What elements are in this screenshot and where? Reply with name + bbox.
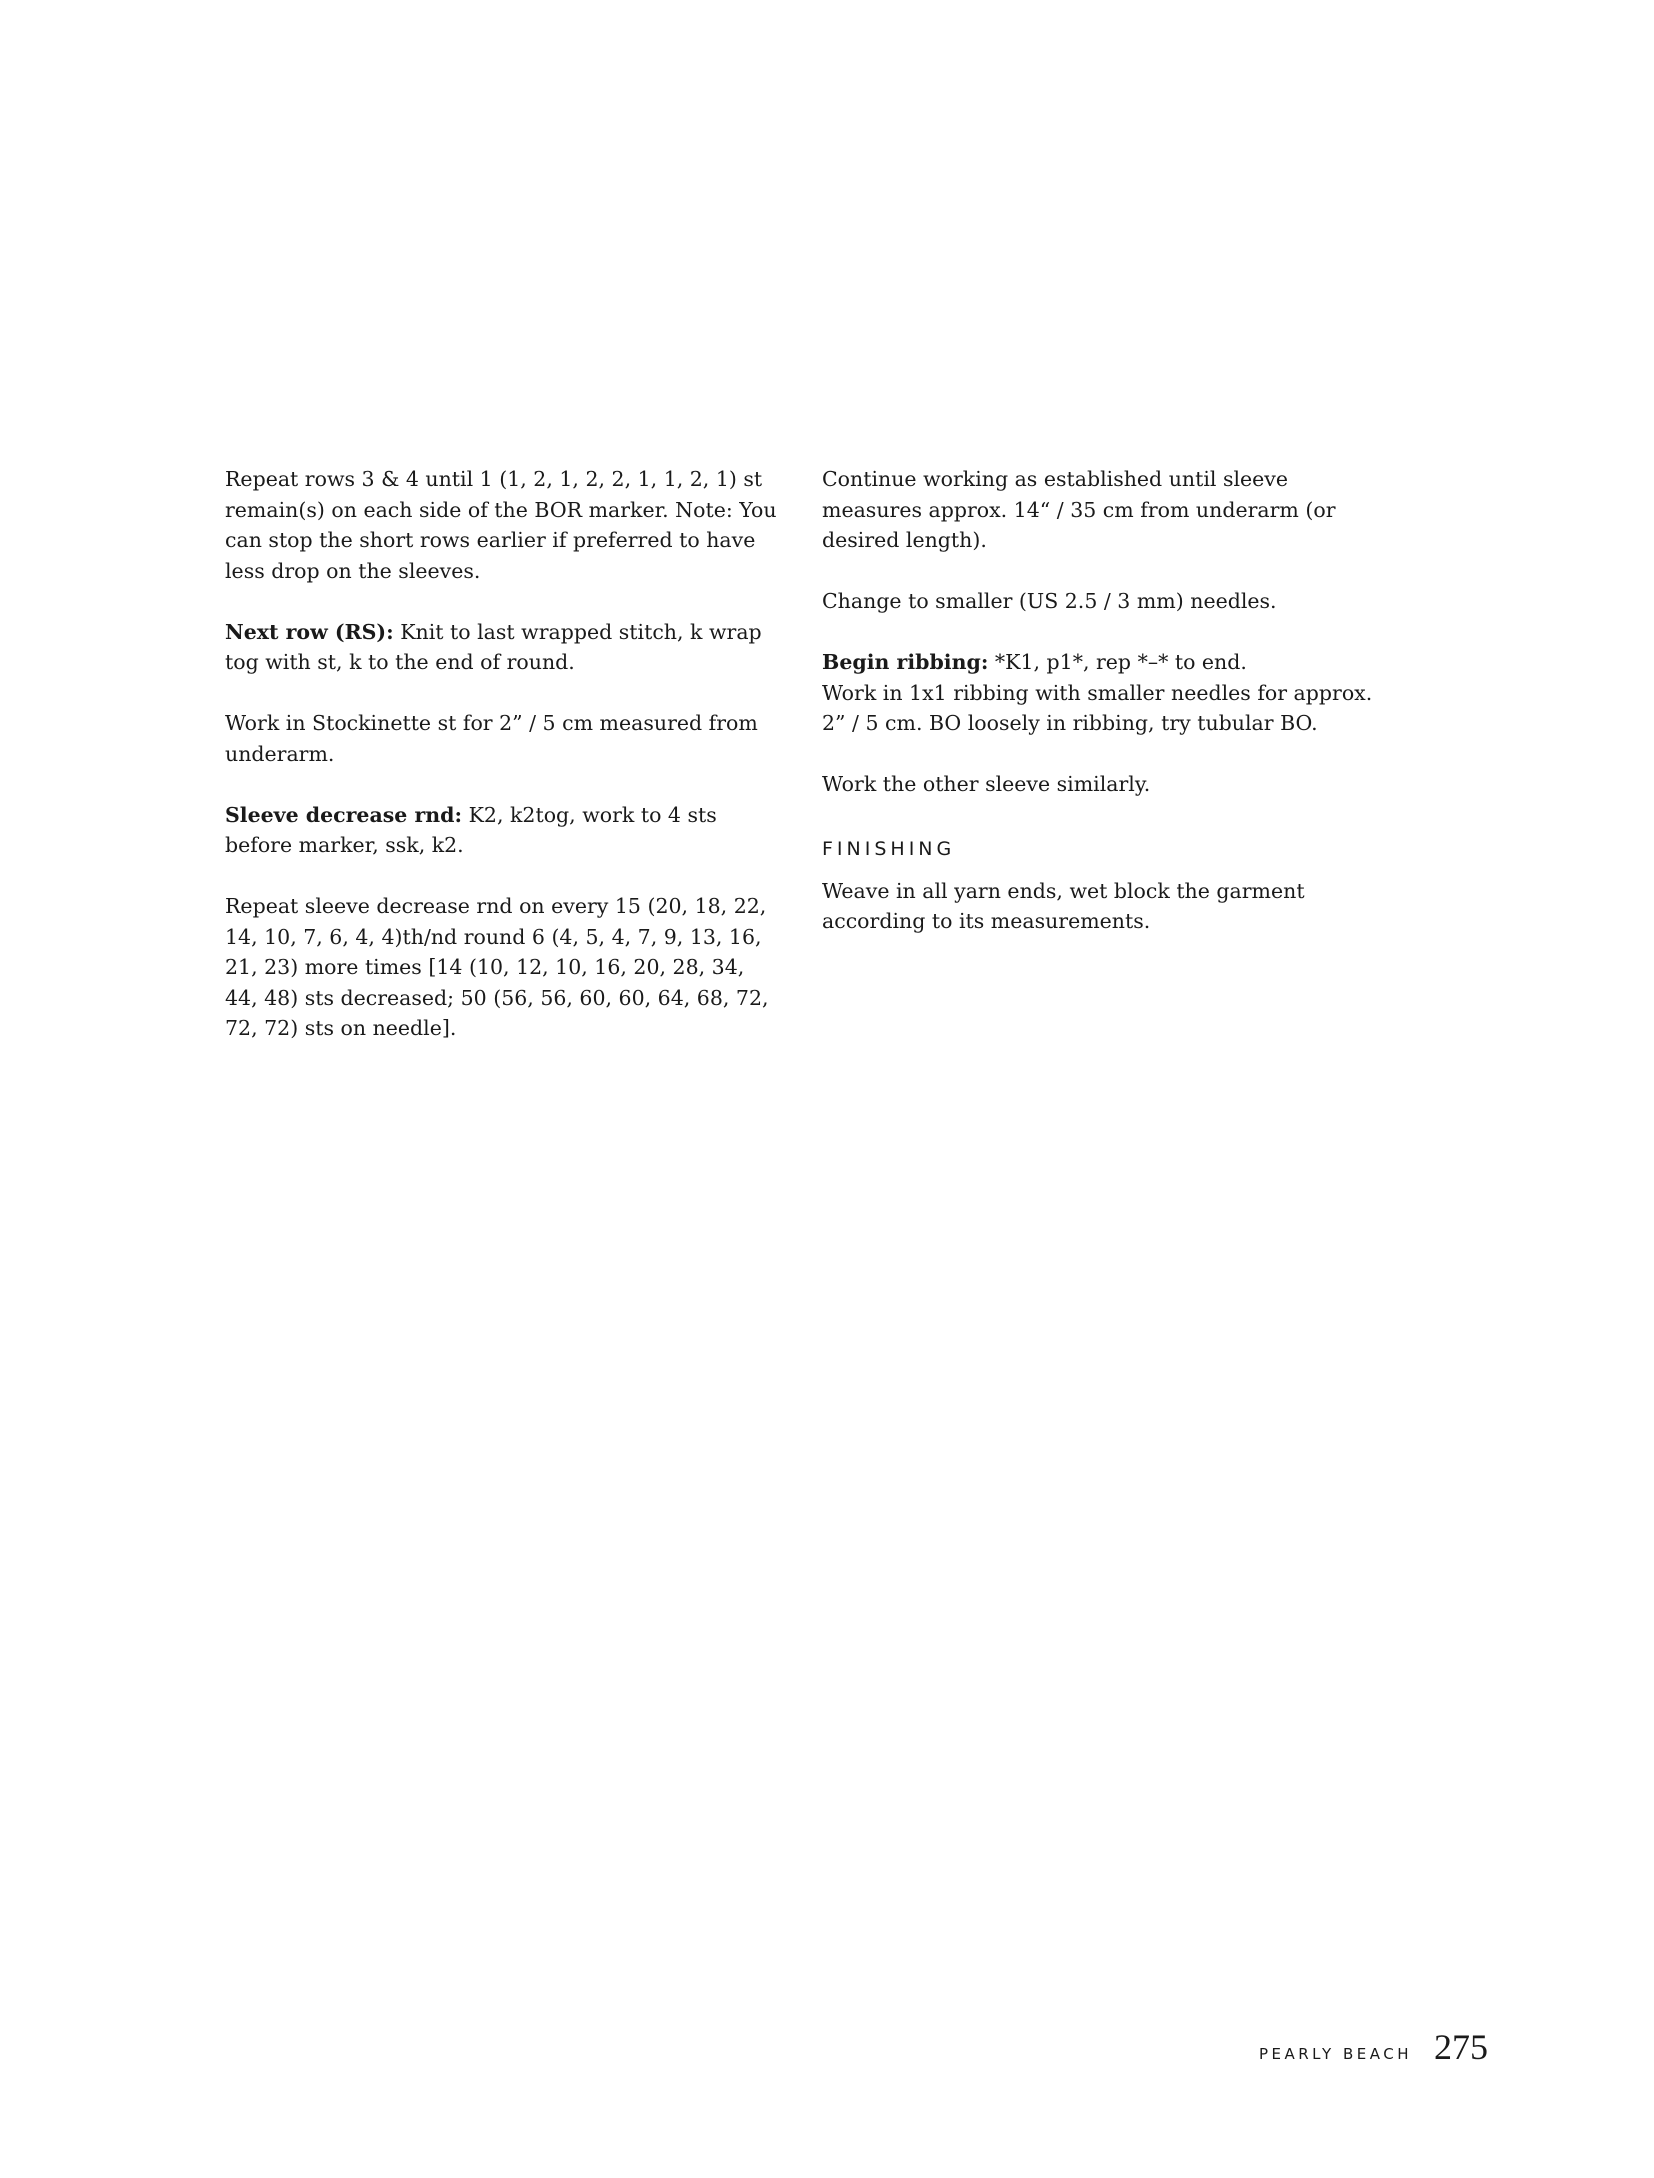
right-column: [822, 464, 1382, 967]
paragraph-other-sleeve: Work the other sleeve similarly.: [822, 772, 1151, 796]
paragraph-repeat-decrease: Repeat sleeve decrease rnd on every 15 (20, 18, 22, 14, 10, 7, 6, 4, 4)th/nd round 6 (4, 5, 4, 7, 9, 13, 16, 21, 23) more times [14 (10, 12, 10, 16, 20, 28, 34, 44, 48) sts decreased; 50 (56, 56, 60, 60, 64, 68, 72, 72, 72) sts on needle].: [225, 894, 769, 1040]
paragraph-sleeve-decrease: [225, 800, 780, 861]
paragraph-begin-ribbing: [822, 647, 1382, 739]
ribbing-instructions: Work in 1x1 ribbing with smaller needles for approx. 2” / 5 cm. BO loosely in ribbing, try tubular BO.: [822, 680, 1373, 735]
paragraph-short-rows: Repeat rows 3 & 4 until 1 (1, 2, 1, 2, 2, 1, 1, 2, 1) st remain(s) on each side of the BOR marker. Note: You can stop the short rows earlier if preferred to have less drop on the sleeves.: [225, 467, 777, 583]
paragraph-finishing: Weave in all yarn ends, wet block the garment according to its measurements.: [822, 878, 1305, 933]
paragraph-change-needles: Change to smaller (US 2.5 / 3 mm) needles.: [822, 589, 1277, 613]
next-row-text: Knit to last wrapped stitch, k wrap tog with st, k to the end of round.: [225, 619, 762, 674]
paragraph-stockinette: Work in Stockinette st for 2” / 5 cm measured from underarm.: [225, 711, 758, 766]
finishing-heading: FINISHING: [822, 837, 956, 860]
page-footer: [1259, 2026, 1488, 2068]
left-column: [225, 464, 780, 1074]
sleeve-decrease-label: Sleeve decrease rnd:: [225, 802, 463, 827]
begin-ribbing-text: *K1, p1*, rep *–* to end.: [988, 650, 1247, 674]
next-row-label: Next row (RS):: [225, 619, 394, 644]
paragraph-next-row: [225, 617, 780, 678]
begin-ribbing-label: Begin ribbing:: [822, 650, 989, 674]
running-title: PEARLY BEACH: [1258, 2045, 1412, 2063]
page-number: 275: [1434, 2027, 1488, 2067]
sleeve-decrease-text: K2, k2tog, work to 4 sts before marker, ssk, k2.: [225, 802, 717, 857]
paragraph-continue-working: Continue working as established until sleeve measures approx. 14“ / 35 cm from underarm (or desired length).: [822, 467, 1336, 552]
